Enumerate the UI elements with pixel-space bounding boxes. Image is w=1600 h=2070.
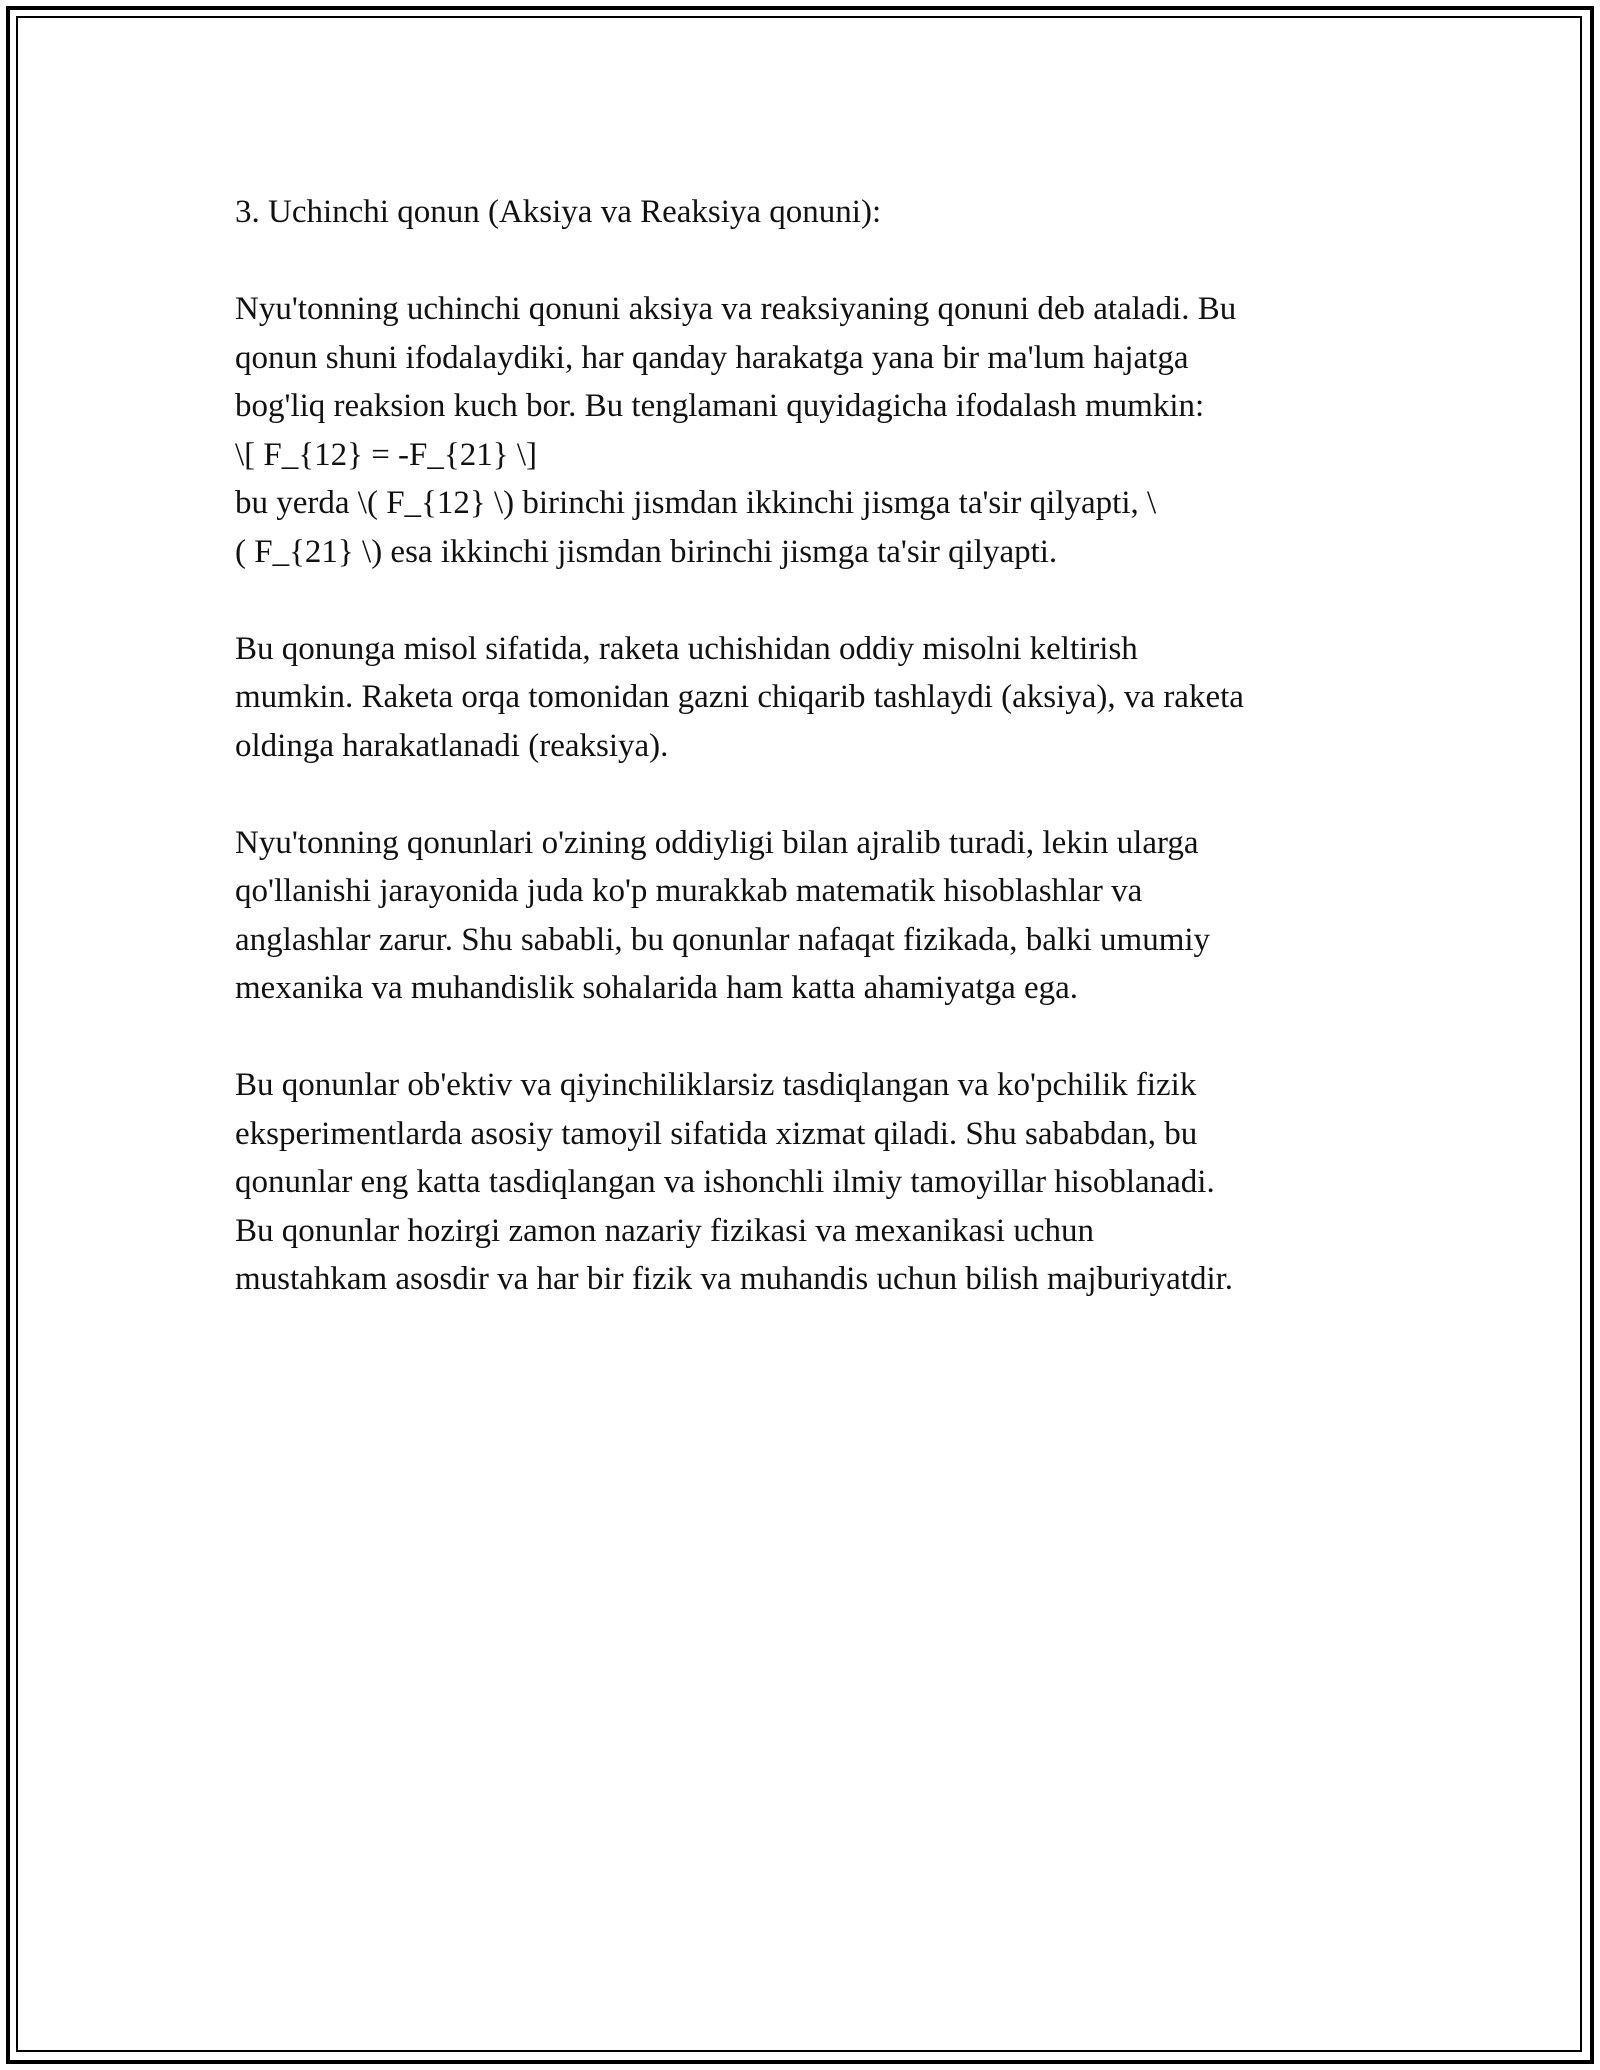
paragraph-line: Bu qonunlar ob'ektiv va qiyinchiliklarsiz tasdiqlangan va ko'pchilik fizik bbox=[235, 1067, 1197, 1103]
equation-line: \[ F_{12} = -F_{21} \] bbox=[235, 436, 537, 473]
paragraph-line: oldinga harakatlanadi (reaksiya). bbox=[235, 727, 669, 764]
paragraph-line: mustahkam asosdir va har bir fizik va muhandis uchun bilish majburiyatdir. bbox=[235, 1261, 1234, 1297]
paragraph-line: Bu qonunlar hozirgi zamon nazariy fizikasi va mexanikasi uchun bbox=[235, 1212, 1094, 1249]
paragraph-line: qonun shuni ifodalaydiki, har qanday harakatga yana bir ma'lum hajatga bbox=[235, 339, 1189, 376]
paragraph-third-law-statement bbox=[235, 285, 1375, 576]
paragraph-spacer bbox=[235, 770, 1375, 819]
paragraph-line: bu yerda \( F_{12} \) birinchi jismdan ikkinchi jismga ta'sir qilyapti, \ bbox=[235, 485, 1157, 521]
paragraph-line: eksperimentlarda asosiy tamoyil sifatida xizmat qiladi. Shu sababdan, bu bbox=[235, 1115, 1198, 1152]
paragraph-line: Bu qonunga misol sifatida, raketa uchishidan oddiy misolni keltirish bbox=[235, 630, 1138, 667]
paragraph-line: mexanika va muhandislik sohalarida ham katta ahamiyatga ega. bbox=[235, 970, 1079, 1006]
paragraph-line: ( F_{21} \) esa ikkinchi jismdan birinchi jismga ta'sir qilyapti. bbox=[235, 533, 1058, 570]
paragraph-line: qonunlar eng katta tasdiqlangan va ishonchli ilmiy tamoyillar hisoblanadi. bbox=[235, 1164, 1215, 1200]
paragraph-line: Nyu'tonning uchinchi qonuni aksiya va reaksiyaning qonuni deb ataladi. Bu bbox=[235, 291, 1237, 327]
section-heading: 3. Uchinchi qonun (Aksiya va Reaksiya qonuni): bbox=[235, 194, 882, 230]
paragraph-line: Nyu'tonning qonunlari o'zining oddiyligi bilan ajralib turadi, lekin ularga bbox=[235, 824, 1199, 861]
paragraph-rocket-example bbox=[235, 625, 1375, 771]
paragraph-line: qo'llanishi jarayonida juda ko'p murakkab matematik hisoblashlar va bbox=[235, 873, 1143, 909]
paragraph-line: bog'liq reaksion kuch bor. Bu tenglamani quyidagicha ifodalash mumkin: bbox=[235, 388, 1205, 424]
document-body bbox=[235, 188, 1375, 1304]
paragraph-line: mumkin. Raketa orqa tomonidan gazni chiqarib tashlaydi (aksiya), va raketa bbox=[235, 679, 1244, 715]
paragraph-simplicity bbox=[235, 819, 1375, 1013]
paragraph-spacer bbox=[235, 576, 1375, 625]
paragraph-line: anglashlar zarur. Shu sababli, bu qonunlar nafaqat fizikada, balki umumiy bbox=[235, 921, 1211, 958]
paragraph-spacer bbox=[235, 1013, 1375, 1062]
paragraph-spacer bbox=[235, 237, 1375, 286]
paragraph-conclusion bbox=[235, 1061, 1375, 1304]
